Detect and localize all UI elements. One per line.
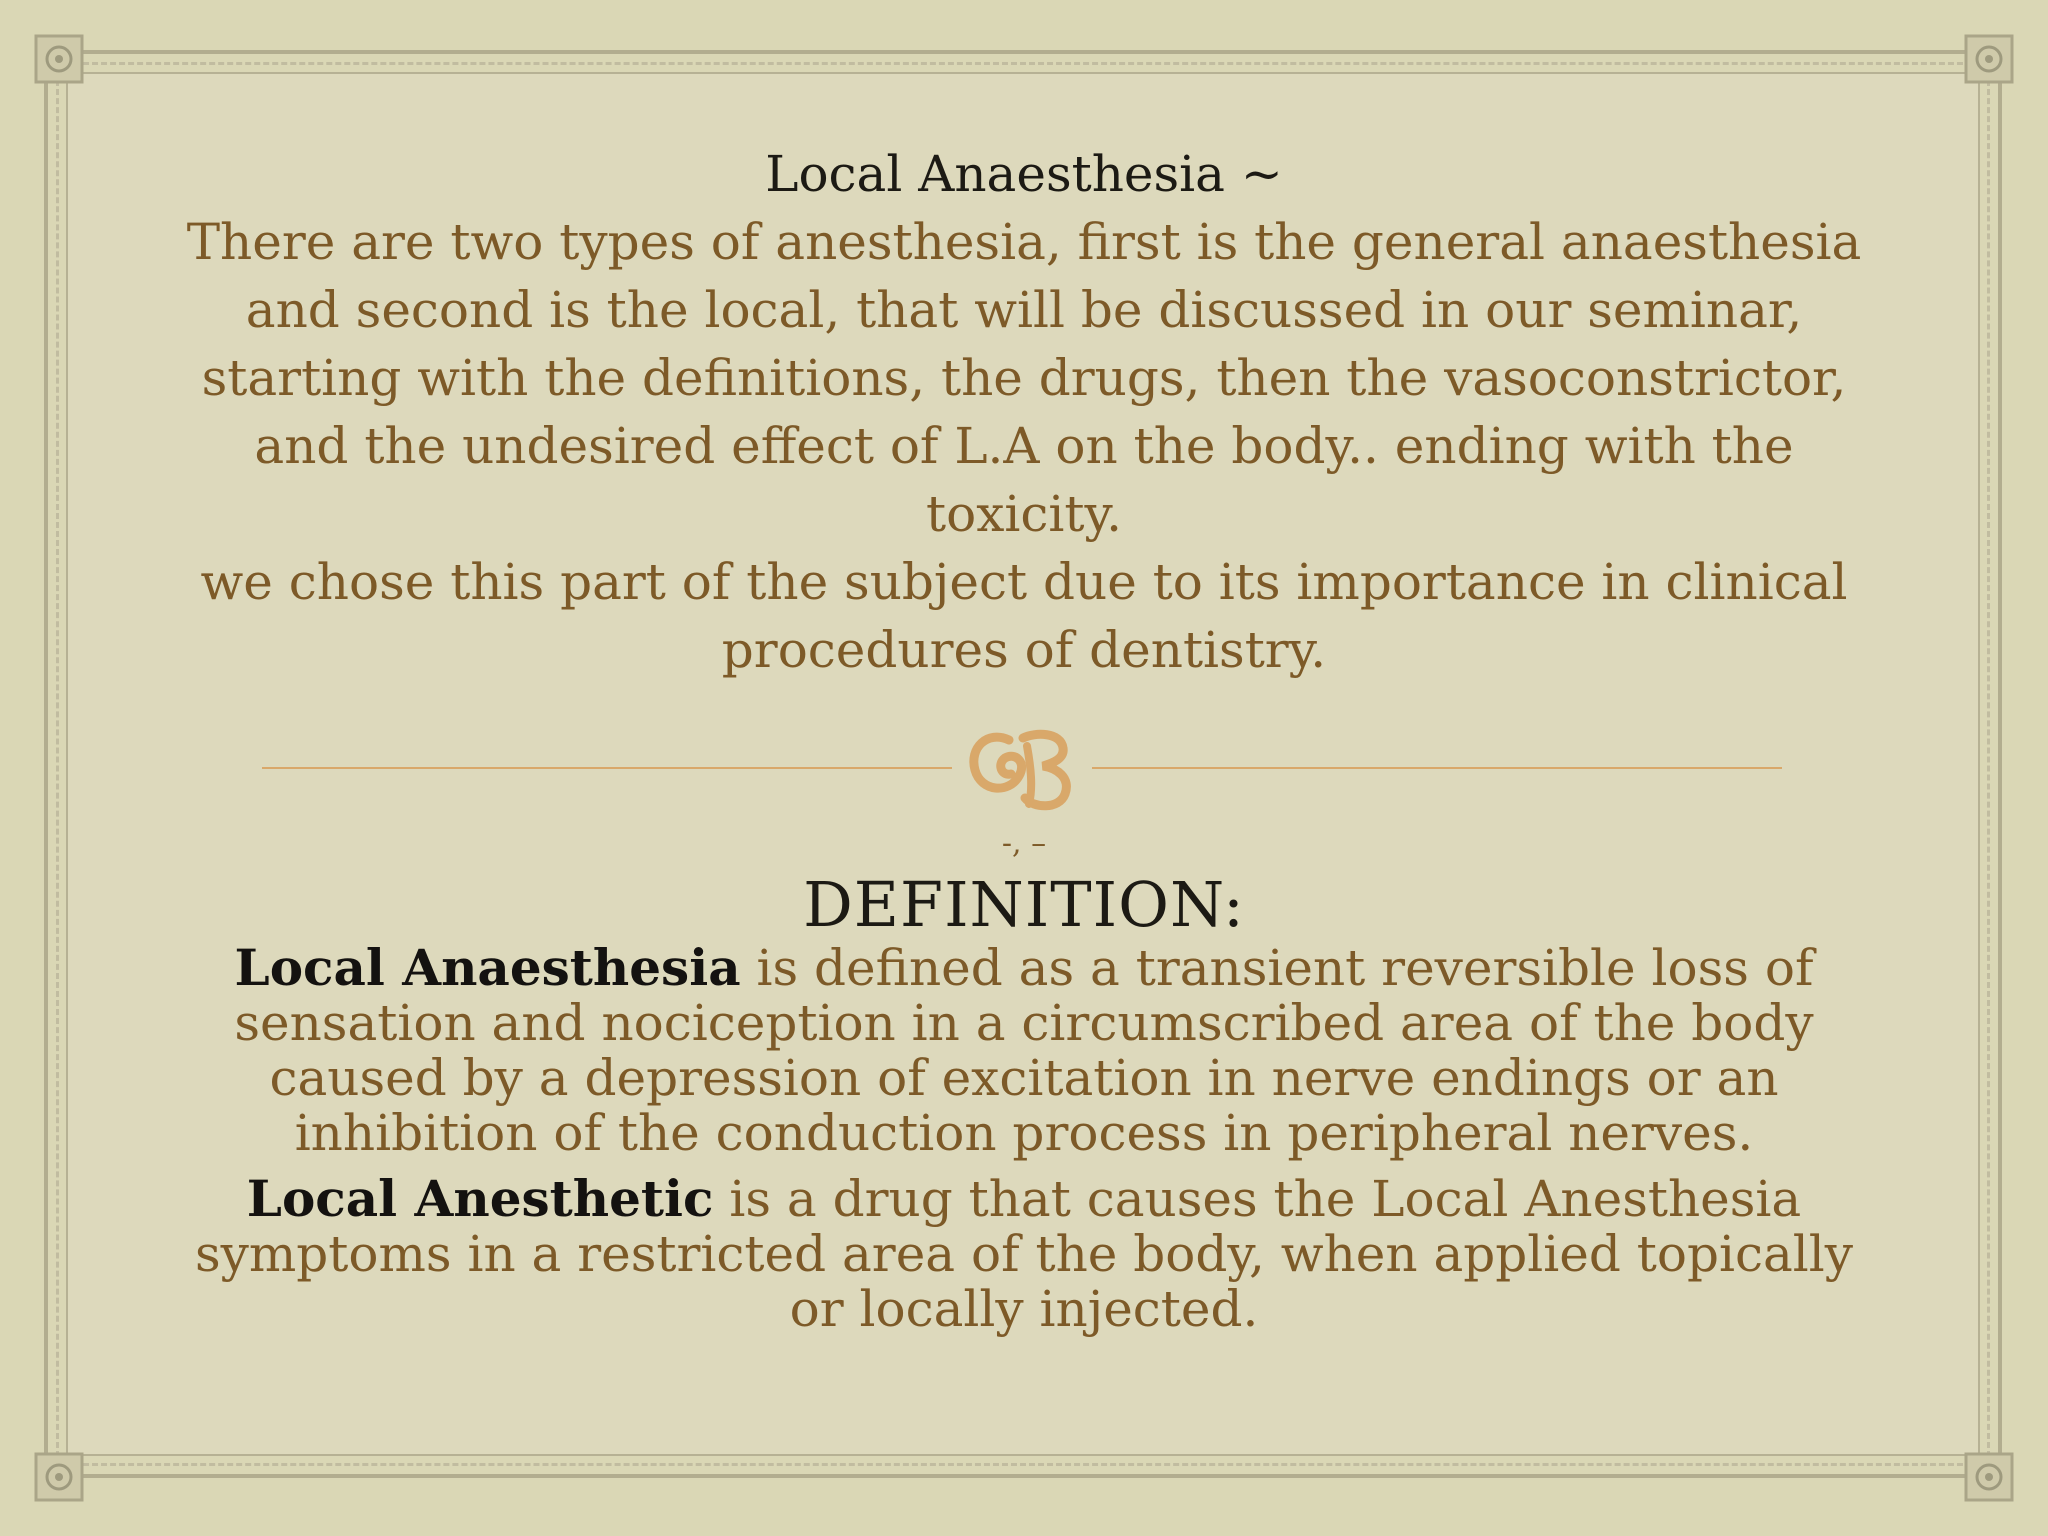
intro-line: starting with the definitions, the drugs, then the vasoconstrictor, [201, 349, 1847, 407]
intro-line: and the undesired effect of L.A on the body.. ending with the [254, 417, 1794, 475]
intro-section [150, 140, 1898, 684]
definition-section [150, 870, 1898, 1337]
divider-mark: -, – [1001, 826, 1047, 861]
definition-text: is defined as a transient reversible loss of [740, 939, 1814, 997]
corner-ornament-icon [30, 30, 88, 88]
definition-text: is a drug that causes the Local Anesthesia [713, 1170, 1802, 1228]
definition-paragraph-anaesthesia [150, 940, 1898, 1161]
intro-line: There are two types of anesthesia, first is the general anaesthesia [186, 213, 1862, 271]
corner-ornament-icon [1960, 30, 2018, 88]
intro-line: and second is the local, that will be discussed in our seminar, [245, 281, 1803, 339]
section-divider [262, 718, 1782, 818]
corner-ornament-icon [1960, 1448, 2018, 1506]
intro-line: toxicity. [926, 485, 1122, 543]
definition-text: symptoms in a restricted area of the body, when applied topically [194, 1225, 1853, 1283]
definition-term: Local Anaesthesia [234, 938, 741, 997]
definition-text: inhibition of the conduction process in peripheral nerves. [294, 1104, 1754, 1162]
definition-text: caused by a depression of excitation in nerve endings or an [269, 1049, 1779, 1107]
definition-heading: DEFINITION: [803, 868, 1245, 941]
definition-paragraph-anesthetic [150, 1171, 1898, 1337]
scroll-flourish-icon [957, 718, 1087, 818]
intro-line: procedures of dentistry. [721, 621, 1327, 679]
divider-line-right [1092, 767, 1782, 769]
definition-term: Local Anesthetic [246, 1169, 714, 1228]
corner-ornament-icon [30, 1448, 88, 1506]
intro-title: Local Anaesthesia ~ [765, 145, 1283, 203]
definition-text: or locally injected. [789, 1280, 1259, 1338]
intro-line: we chose this part of the subject due to its importance in clinical [200, 553, 1848, 611]
divider-line-left [262, 767, 952, 769]
definition-text: sensation and nociception in a circumscribed area of the body [234, 994, 1814, 1052]
